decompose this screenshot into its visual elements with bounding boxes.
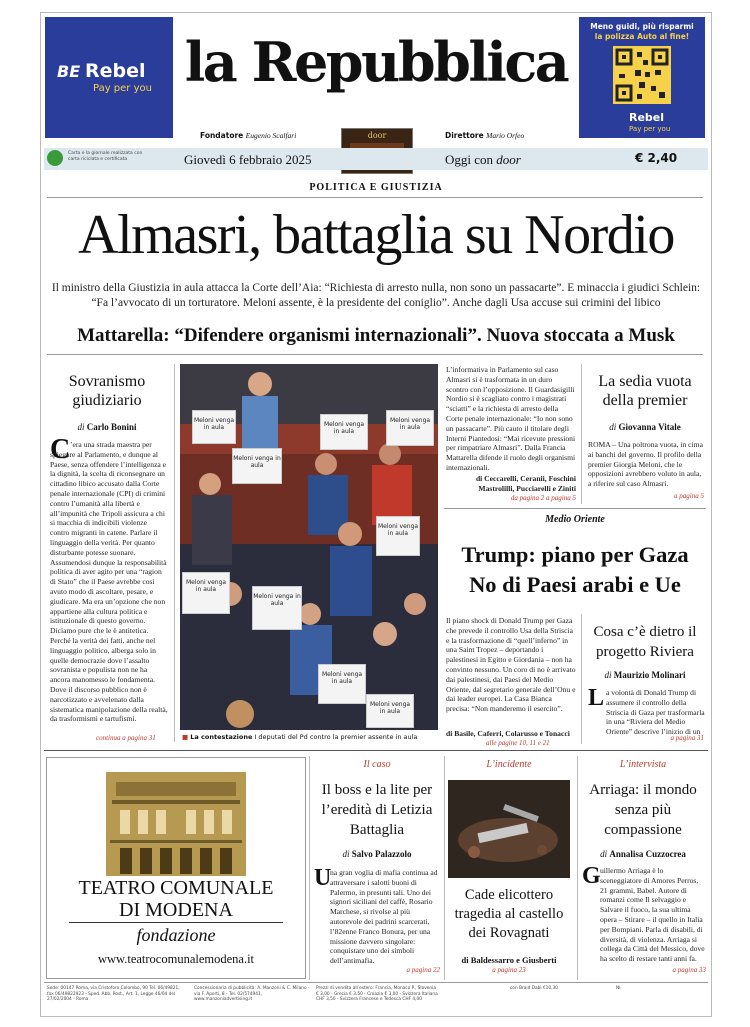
mid-col-authors: di Ceccarelli, Ceranii, Foschini Mastrolilli, Pucciarelli e Ziniti (475, 474, 576, 493)
footer-col1: Sede: 00147 Roma, via Cristoforo Colombo, 90 Tel. 06/49821, fax 06/49822923 - Sped. Abb. Post., Art. 1, Legge 46/04 del 27/02/2004 - Roma (47, 986, 180, 1003)
footer-col4: con Braid Dabì €10,30 (510, 986, 558, 991)
ad-brand: Rebel (85, 60, 146, 82)
arriaga-byline: di Annalisa Cuzzocrea (600, 849, 686, 859)
gaza-kicker: Medio Oriente (545, 514, 605, 525)
masthead-title[interactable]: la Repubblica (184, 30, 568, 94)
arriaga-continue[interactable]: a pagina 33 (672, 966, 706, 974)
protest-sign: Meloni venga in aula (376, 516, 420, 556)
crash-photo-graphic (448, 780, 570, 878)
divider (47, 197, 703, 198)
founder-line: Fondatore Eugenio Scalfari (200, 131, 297, 140)
ad-rebel-left[interactable] (45, 17, 173, 138)
director-line: Direttore Mario Orfeo (445, 131, 525, 140)
ad-tagline: Pay per you (93, 83, 152, 94)
divider (174, 364, 175, 742)
protest-sign: Meloni venga in aula (386, 410, 434, 446)
teatro-line2: DI MODENA (119, 899, 233, 921)
heli-kicker: L’incidente (486, 759, 532, 770)
divider (69, 922, 283, 923)
right-col-byline: di Giovanna Vitale (609, 422, 681, 432)
riviera-continue[interactable]: a pagina 31 (670, 734, 704, 742)
left-col-title[interactable]: Sovranismo giudiziario (68, 373, 146, 409)
gaza-headline-line2: No di Paesi arabi e Ue (469, 572, 681, 597)
divider (581, 614, 582, 744)
rebel-logo-icon: BE (57, 62, 81, 81)
arriaga-title[interactable]: Arriaga: il mondo senza più compassione (589, 782, 697, 838)
divider (581, 364, 582, 504)
photo-caption: ■ La contestazione I deputati del Pd contro la premier assente in aula (182, 733, 418, 741)
recycle-icon (47, 150, 63, 166)
heli-photo[interactable] (448, 780, 570, 878)
theatre-building-icon (106, 772, 246, 876)
gaza-authors: di Basile, Caferri, Colarusso e Tonacci (446, 729, 570, 738)
riviera-dropcap: L (588, 685, 605, 711)
main-subheadline[interactable]: Mattarella: “Difendere organismi internazionali”. Nuova stoccata a Musk (77, 325, 675, 346)
gaza-headline[interactable] (444, 540, 706, 600)
left-col-dropcap: C (50, 434, 71, 465)
divider (44, 982, 708, 983)
ad-line1: Meno guidi, più risparmi (590, 22, 694, 31)
protest-sign: Meloni venga in aula (320, 414, 368, 450)
boss-text: na gran voglia di mafia continua ad attraversare i salotti buoni di Palermo, in presunti tali. Uno dei signori siciliani del caffè, Rosario Marchese, si rivolse al più autorevole dei padrini scarcerati, l’82enne Franco Bonura, per una missione davvero singolare: conquistare uno dei simboli dell’antimafia. (330, 868, 438, 966)
heli-authors: di Baldessarro e Giusberti (461, 955, 557, 965)
ad-rebel-right[interactable] (579, 17, 705, 138)
boss-title[interactable]: Il boss e la lite per l’eredità di Letizia Battaglia (321, 782, 433, 838)
footer-col5: NI (616, 986, 621, 991)
main-photo[interactable] (180, 364, 438, 730)
protest-sign: Meloni venga in aula (366, 694, 414, 728)
right-col-text: ROMA – Una poltrona vuota, in cima ai banchi del governo. Il profilo della premier Giorgia Meloni, che le opposizioni avrebbero voluto in aula, a riferire sul caso Almasri. (588, 440, 703, 489)
footer-col2: Concessionaria di pubblicità: A. Manzoni & C. Milano - via F. Aporti, 8 - Tel. 02/574941, www.manzoniadvertising.it (194, 986, 310, 1003)
left-col-byline: di Carlo Bonini (77, 422, 137, 432)
caption-marker-icon: ■ (182, 733, 189, 741)
teatro-line1: TEATRO COMUNALE (78, 877, 274, 899)
divider (47, 354, 703, 355)
right-col-title[interactable]: La sedia vuota della premier (598, 373, 692, 409)
qr-code-icon (613, 46, 671, 104)
left-col-continue[interactable]: continua a pagina 31 (96, 734, 156, 742)
divider (309, 756, 310, 980)
ad-brand: Rebel (629, 111, 665, 124)
ad-line2: la polizza Auto al fine! (594, 32, 690, 41)
footer-col3: Prezzi di vendita all’estero: Francia, Monaco P., Slovenia € 3,00 - Grecia € 3,50 - Croazia € 3,00 - Svizzera Italiana CHF 3,50 - Svizzera Francese e Tedesca CHF 4,00 (316, 986, 438, 1003)
protest-sign: Meloni venga in aula (318, 664, 366, 704)
arriaga-kicker: L’intervista (619, 759, 667, 770)
section-label: POLITICA E GIUSTIZIA (309, 182, 443, 193)
protest-sign: Meloni venga in aula (232, 448, 282, 484)
boss-continue[interactable]: a pagina 22 (406, 966, 440, 974)
main-headline[interactable]: Almasri, battaglia su Nordio (78, 204, 674, 266)
riviera-byline: di Maurizio Molinari (604, 670, 686, 680)
divider (444, 756, 445, 980)
issue-date: Giovedì 6 febbraio 2025 (184, 152, 312, 167)
heli-title[interactable]: Cade elicottero tragedia al castello dei Rovagnati (454, 887, 564, 941)
gaza-text: Il piano shock di Donald Trump per Gaza che prevede il controllo Usa della Striscia e la trasformazione di “quell’inferno” in una Saint Tropez – deportando i palestinesi in Egitto e Giordania – non ha convinto nessuno. Un coro di no è arrivato dai palestinesi, dai Paesi del Medio Oriente, dal segretario generale dell’Onu e dai leader europei. La Casa Bianca precisa: “Non manderemo il esercito”. (446, 616, 576, 714)
today-insert[interactable]: Oggi con door (445, 152, 521, 167)
heli-continue[interactable]: a pagina 23 (492, 966, 526, 974)
boss-byline: di Salvo Palazzolo (342, 849, 412, 859)
right-col-continue[interactable]: a pagina 5 (674, 492, 704, 500)
mid-col-text: L’informativa in Parlamento sul caso Almasri si è trasformata in un duro scontro con l’opposizione. Il Guardasigilli Nordio si è scagliato contro i magistrati “sciatti” e la richiesta di arresto della Corte penale internazionale: “Io non sono un passacarte”. Più cauto il titolare degli Interni Piantedosi: “Mai ricevute pressioni per rimpatriare Almasri”. Dalla Francia Mattarella difende il ruolo degli organismi internazionali. (446, 365, 576, 472)
main-summary: Il ministro della Giustizia in aula attacca la Corte dell’Aia: “Richiesta di arresto nulla, non sono un passacarte”. E minaccia i giudici Schlein: “Fa l’avvocato di un torturatore. Meloni assente, è la presidente del coniglio”. Anche dagli Usa accuse sui crimini del libico (51, 282, 701, 309)
boss-kicker: Il caso (363, 759, 391, 770)
teatro-url[interactable]: www.teatrocomunalemodena.it (97, 952, 255, 966)
arriaga-text: uillermo Arriaga è lo sceneggiatore di Amores Perros, 21 grammi, Babel. Autore di romanzi come Il selvaggio e Salvare il fuoco, la sua ultima opera – Stirare – il quello in Italia per Bompiani. Parla di disabili, di diversità, di violenza. Arriaga si collega da Città del Messico, dove ha scelto di restare tanti anni fa. (600, 866, 705, 964)
riviera-text: a volontà di Donald Trump di assumere il controllo della Striscia di Gaza per trasformarla in una “Riviera del Medio Oriente” descrive l’inizio di un (606, 688, 705, 736)
left-col-text: ’era una strada maestra per spiegare al Parlamento, e dunque al Paese, senza offendere l’intelligenza e la dignità, la scelta di riconsegnare un cittadino libico accusato dalla Corte penale internazionale (CPI) di crimini contro l’umanità alla libertà e all’impunità che Tripoli assicura a chi si macchia di indicibili violenze contro migranti in catene. Parlare il linguaggio della verità. Per quanto disturbante potesse suonare. Assumendosi dunque la responsabilità politica di aver agito per una “ragion di Stato” che il Paese avrebbe così avuto modo di ascoltare, pesare, e giudicare. Ma era un’opzione che non appartiene alla cultura politica e istituzionale di questo governo. Diciamo pure che le è antitetica. Perché la verità dei fatti, anche nel linguaggio politico, alberga solo in quelle democrazie dove l’assalto sovranista e populista non ne ha ancora manomesso le fondamenta. Dove il discorso pubblico non è narcotizzato e avvelenato dalla sistematica manipolazione della realtà, da trasformismi e tartufismi. (50, 440, 168, 724)
gaza-headline-line1: Trump: piano per Gaza (461, 542, 689, 567)
riviera-title[interactable]: Cosa c’è dietro il progetto Riviera (593, 624, 697, 660)
gaza-continue[interactable]: alle pagine 10, 11 e 21 (486, 739, 550, 747)
protest-sign: Meloni venga in aula (182, 572, 230, 614)
boss-dropcap: U (314, 865, 332, 891)
ad-tagline: Pay per you (629, 125, 671, 133)
price: € 2,40 (635, 151, 678, 165)
divider (444, 508, 706, 509)
arriaga-dropcap: G (582, 863, 601, 889)
mid-col-continue[interactable]: da pagina 2 a pagina 5 (510, 494, 576, 502)
insert-name: door (367, 131, 387, 140)
divider (44, 750, 708, 751)
teatro-line3: fondazione (136, 925, 216, 945)
ad-teatro[interactable] (46, 757, 306, 979)
protest-sign: Meloni venga in aula (192, 410, 236, 444)
protest-sign: Meloni venga in aula (252, 586, 302, 630)
eco-text: Carta e la giornale realizzata con carta riciclata e certificata (68, 151, 143, 162)
divider (577, 756, 578, 980)
